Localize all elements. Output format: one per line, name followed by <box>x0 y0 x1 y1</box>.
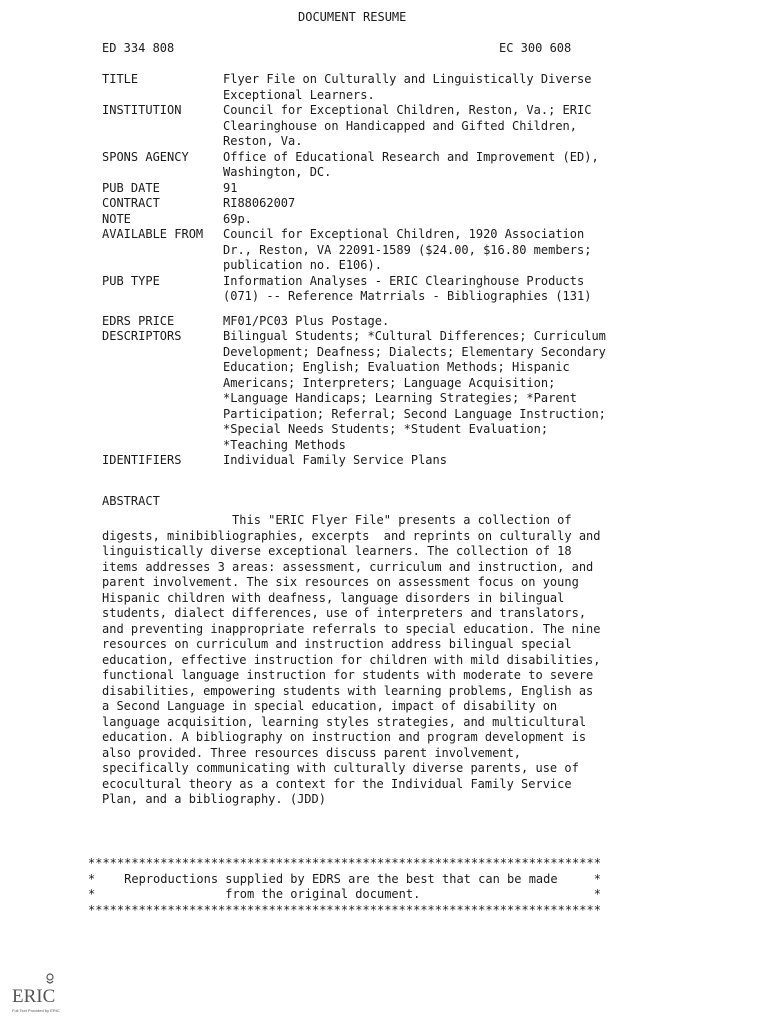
notice-border-top: *********************************************************************** <box>88 856 601 870</box>
field-value: 91 <box>223 180 238 195</box>
eric-logo-swoosh <box>47 981 53 983</box>
field-pub-type <box>102 274 662 305</box>
field-available-from <box>102 227 662 274</box>
notice-line-2: * from the original document. * <box>88 887 601 901</box>
field-institution <box>102 103 662 150</box>
field-descriptors <box>102 329 662 453</box>
abstract-label: ABSTRACT <box>102 494 160 508</box>
abstract-text: This "ERIC Flyer File" presents a collection of digests, minibibliographies, excerpts and reprints on culturally and linguistically diverse exceptional learners. The collection of 18 items addresses 3 areas: assessment, curriculum and instruction, and parent involvement. The six resources on assessment focus on young Hispanic children with deafness, language disorders in bilingual students, dialect differences, use of interpreters and translators, and preventing inappropriate referrals to special education. The nine resources on curriculum and instruction address bilingual special education, effective instruction for children with mild disabilities, functional language instruction for students with moderate to severe disabilities, empowering students with learning problems, English as a Second Language in special education, impact of disability on language acquisition, learning styles strategies, and multicultural education. A bibliography on instruction and program development is also provided. Three resources discuss parent involvement, specifically communicating with culturally diverse parents, use of ecocultural theory as a context for the Individual Family Service Plan, and a bibliography. (JDD) <box>102 513 601 806</box>
field-title <box>102 72 662 103</box>
field-label: SPONS AGENCY <box>102 149 189 164</box>
document-heading: DOCUMENT RESUME <box>298 10 407 24</box>
field-value: Individual Family Service Plans <box>223 453 447 467</box>
ed-number: ED 334 808 <box>102 41 175 55</box>
field-label: PUB TYPE <box>102 273 160 288</box>
notice-line-1: * Reproductions supplied by EDRS are the best that can be made * <box>88 871 601 886</box>
field-label: DESCRIPTORS <box>102 329 182 343</box>
field-contract <box>102 196 662 212</box>
eric-logo-mark <box>47 974 53 980</box>
field-value: MF01/PC03 Plus Postage. <box>223 313 390 328</box>
field-value: 69p. <box>223 211 252 226</box>
notice-border-bottom: *********************************************************************** <box>88 902 601 917</box>
field-edrs-price <box>102 314 662 330</box>
field-identifiers <box>102 453 662 469</box>
eric-logo-text: ERIC <box>12 986 56 1007</box>
ec-number: EC 300 608 <box>499 41 572 55</box>
field-spons-agency <box>102 150 662 181</box>
field-value: RI88062007 <box>223 196 296 210</box>
field-value: Council for Exceptional Children, 1920 Association Dr., Reston, VA 22091-1589 ($24.00, $16.80 members; publication no. E106). <box>223 227 592 272</box>
field-label: NOTE <box>102 211 131 226</box>
field-value: Bilingual Students; *Cultural Differences; Curriculum Development; Deafness; Dialects; Elementary Secondary Education; English; Evaluation Methods; Hispanic Americans; Interpreters; Language Acquisition; *Language Handicaps; Learning Strategies; *Parent Participation; Referral; Second Language Instruction; *Special Needs Students; *Student Evaluation; *Teaching Methods <box>223 329 606 452</box>
field-label: PUB DATE <box>102 180 160 195</box>
field-label: TITLE <box>102 72 139 86</box>
metadata-fields <box>102 72 662 469</box>
field-label: IDENTIFIERS <box>102 453 182 467</box>
field-value: Flyer File on Culturally and Linguistically Diverse Exceptional Learners. <box>223 72 592 102</box>
field-label: EDRS PRICE <box>102 313 175 328</box>
field-value: Office of Educational Research and Improvement (ED), Washington, DC. <box>223 149 599 179</box>
field-label: AVAILABLE FROM <box>102 227 204 241</box>
field-label: INSTITUTION <box>102 103 182 117</box>
field-value: Information Analyses - ERIC Clearinghouse Products (071) -- Reference Matrrials - Bibliographies (131) <box>223 273 592 303</box>
reproduction-notice <box>88 856 601 918</box>
field-value: Council for Exceptional Children, Reston, Va.; ERIC Clearinghouse on Handicapped and Gifted Children, Reston, Va. <box>223 103 592 148</box>
eric-logo <box>10 972 62 1016</box>
field-pub-date <box>102 181 662 197</box>
field-note <box>102 212 662 228</box>
eric-logo-subtext: Full Text Provided by ERIC <box>12 1008 60 1013</box>
field-label: CONTRACT <box>102 196 160 210</box>
